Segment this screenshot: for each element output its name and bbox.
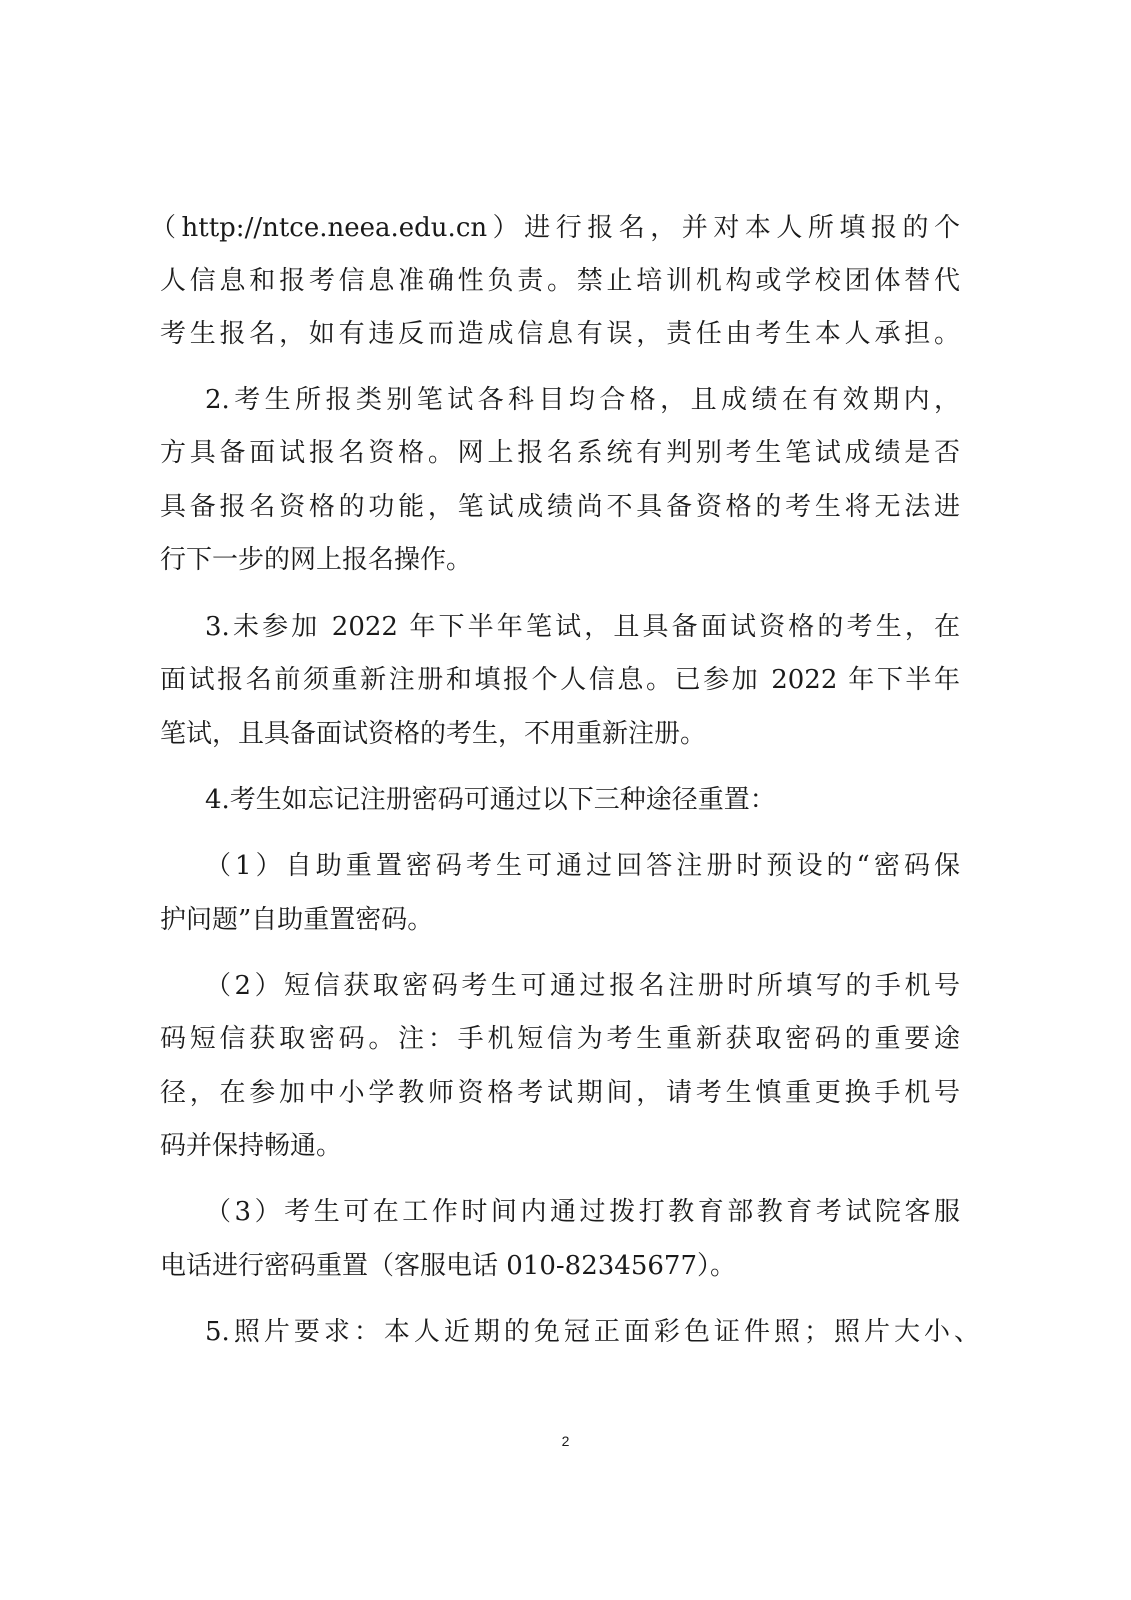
- text-line: 5.照片要求：本人近期的免冠正面彩色证件照；照片大小、: [205, 1317, 980, 1347]
- text-line: 护问题”自助重置密码。: [160, 905, 434, 935]
- text-line: 方具备面试报名资格。网上报名系统有判别考生笔试成绩是否: [160, 438, 960, 468]
- text-line: 具备报名资格的功能，笔试成绩尚不具备资格的考生将无法进: [160, 492, 960, 522]
- text-line: 电话进行密码重置（客服电话 010-82345677）。: [160, 1251, 737, 1281]
- text-line: （2）短信获取密码考生可通过报名注册时所填写的手机号: [205, 971, 960, 1001]
- text-line: （3）考生可在工作时间内通过拨打教育部教育考试院客服: [205, 1197, 960, 1227]
- text-line: 径，在参加中小学教师资格考试期间，请考生慎重更换手机号: [160, 1078, 960, 1108]
- text-line: 人信息和报考信息准确性负责。禁止培训机构或学校团体替代: [160, 266, 960, 296]
- text-line: 码并保持畅通。: [160, 1131, 343, 1161]
- text-line: 3.未参加 2022 年下半年笔试，且具备面试资格的考生，在: [205, 612, 960, 642]
- text-line: 码短信获取密码。注：手机短信为考生重新获取密码的重要途: [160, 1024, 960, 1054]
- page-number: 2: [561, 1433, 570, 1449]
- text-line: 面试报名前须重新注册和填报个人信息。已参加 2022 年下半年: [160, 665, 960, 695]
- text-line: （http://ntce.neea.edu.cn）进行报名，并对本人所填报的个: [150, 213, 960, 243]
- text-line: 4.考生如忘记注册密码可通过以下三种途径重置：: [205, 785, 776, 815]
- text-line: （1）自助重置密码考生可通过回答注册时预设的“密码保: [205, 851, 960, 881]
- text-line: 考生报名，如有违反而造成信息有误，责任由考生本人承担。: [160, 319, 960, 349]
- text-line: 笔试，且具备面试资格的考生，不用重新注册。: [160, 719, 707, 749]
- text-line: 2.考生所报类别笔试各科目均合格，且成绩在有效期内，: [205, 385, 960, 415]
- text-line: 行下一步的网上报名操作。: [160, 545, 473, 575]
